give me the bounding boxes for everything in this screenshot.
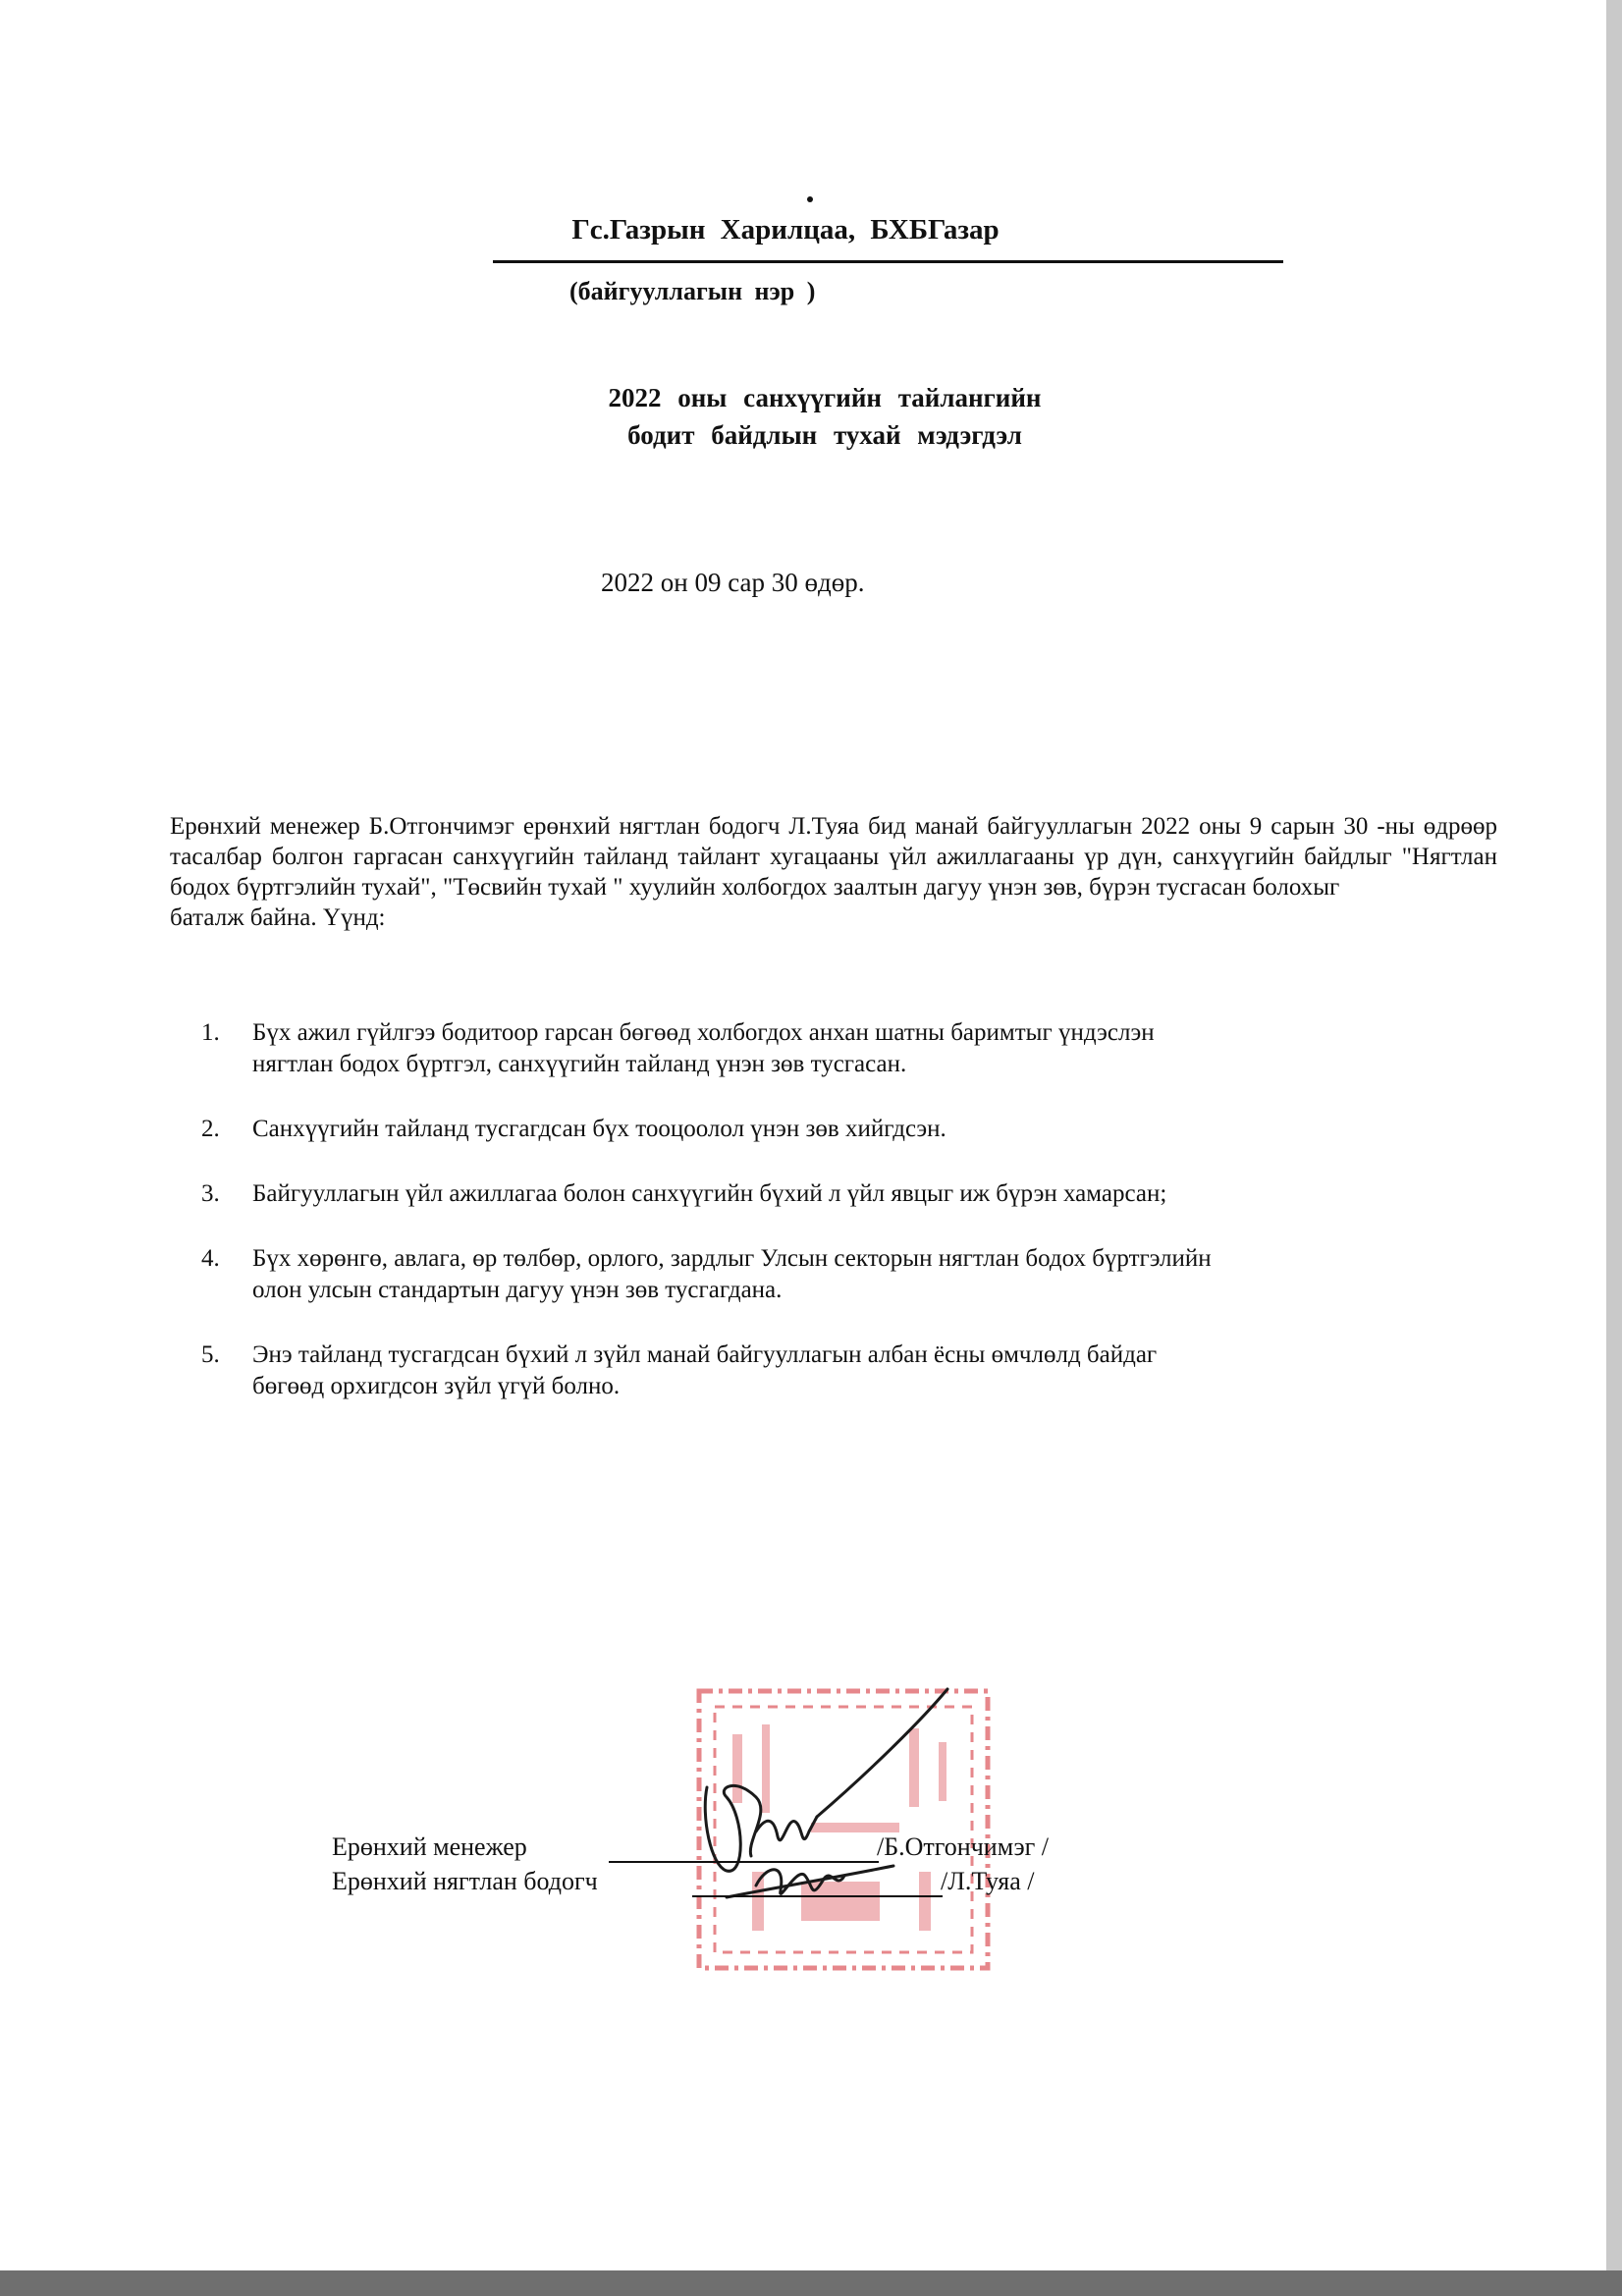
list-item-line: нягтлан бодох бүртгэл, санхүүгийн тайланд үнэн зөв тусгасан.: [252, 1051, 907, 1077]
list-item-line: Бүх ажил гүйлгээ бодитоор гарсан бөгөөд холбогдох анхан шатны баримтыг үндэслэн: [252, 1019, 1155, 1046]
signature-name-accountant: /Л.Туяа /: [941, 1867, 1035, 1895]
signature-name-manager: /Б.Отгончимэг /: [877, 1832, 1050, 1861]
list-item-line: Энэ тайланд тусгагдсан бүхий л зүйл манай байгууллагын албан ёсны өмчлөлд байдаг: [252, 1341, 1158, 1368]
list-item: [201, 1017, 1478, 1080]
list-item-number: 3.: [201, 1180, 220, 1207]
list-item-line: Бүх хөрөнгө, авлага, өр төлбөр, орлого, зардлыг Улсын секторын нягтлан бодох бүртгэлийн: [252, 1245, 1212, 1272]
signature-line-accountant: [692, 1895, 943, 1897]
list-item-number: 5.: [201, 1341, 220, 1368]
statement-list: [201, 1017, 1478, 1436]
intro-paragraph: [170, 811, 1497, 933]
signature-role-accountant: Ерөнхий нягтлан бодогч: [332, 1867, 598, 1895]
list-item-number: 4.: [201, 1245, 220, 1272]
title-line-2: бодит байдлын тухай мэдэгдэл: [627, 420, 1022, 450]
document-title: [530, 379, 1119, 454]
scan-edge-bottom: [0, 2270, 1622, 2296]
intro-text: Ерөнхий менежер Б.Отгончимэг ерөнхий нягтлан бодогч Л.Туяа бид манай байгууллагын 2022 оны 9 сарын 30 -ны өдрөөр тасалбар болгон гаргасан санхүүгийн тайланд тайлант хугацааны үйл ажиллагааны үр дүн, санхүүгийн байдлыг "Нягтлан бодох бүртгэлийн тухай", "Төсвийн тухай " хуулийн холбогдох заалтын дагуу үнэн зөв, бүрэн тусгасан болохыг: [170, 813, 1497, 901]
header-dot: [807, 196, 813, 202]
list-item-number: 1.: [201, 1019, 220, 1046]
list-item-line: олон улсын стандартын дагуу үнэн зөв тусгагдана.: [252, 1277, 783, 1303]
signature-line-manager: [609, 1861, 879, 1863]
signature-role-manager: Ерөнхий менежер: [332, 1832, 527, 1861]
list-item: [201, 1339, 1478, 1402]
scan-edge-right: [1606, 0, 1622, 2296]
organization-name: Гс.Газрын Харилцаа, БХБГазар: [571, 214, 1000, 246]
organization-caption: (байгууллагын нэр ): [569, 277, 816, 305]
list-item: [201, 1178, 1478, 1210]
list-item-line: Байгууллагын үйл ажиллагаа болон санхүүгийн бүхий л үйл явцыг иж бүрэн хамарсан;: [252, 1180, 1167, 1207]
title-line-1: 2022 оны санхүүгийн тайлангийн: [608, 383, 1042, 412]
list-item-line: Санхүүгийн тайланд тусгагдсан бүх тооцоолол үнэн зөв хийгдсэн.: [252, 1116, 946, 1142]
list-item-number: 2.: [201, 1116, 220, 1142]
list-item-line: бөгөөд орхигдсон зүйл үгүй болно.: [252, 1373, 621, 1399]
document-date: 2022 он 09 сар 30 өдөр.: [601, 568, 865, 597]
list-item: [201, 1243, 1478, 1306]
intro-text-end: баталж байна. Үүнд:: [170, 904, 386, 931]
list-item: [201, 1114, 1478, 1145]
organization-underline: [493, 260, 1283, 263]
